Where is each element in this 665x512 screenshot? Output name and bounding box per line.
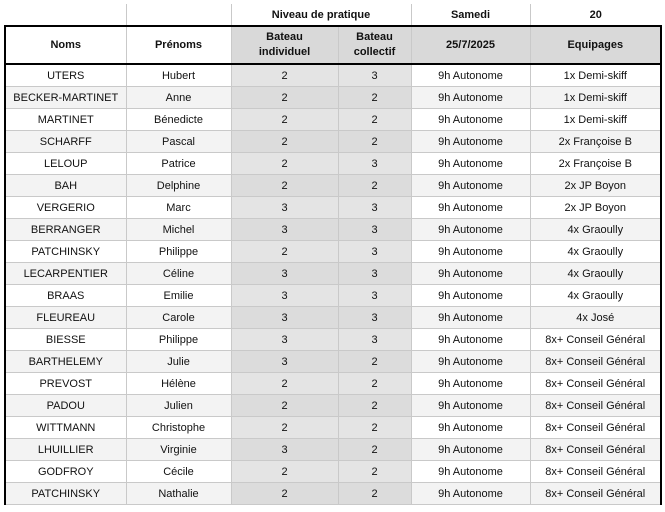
cell-equipage: 8x+ Conseil Général (530, 373, 661, 395)
cell-session: 9h Autonome (411, 285, 530, 307)
cell-nom: SCHARFF (5, 131, 126, 153)
cell-equipage: 8x+ Conseil Général (530, 461, 661, 483)
cell-nom: LHUILLIER (5, 439, 126, 461)
header-date: 25/7/2025 (411, 26, 530, 64)
day-number: 20 (530, 4, 661, 26)
cell-collectif: 2 (338, 131, 411, 153)
cell-individuel: 3 (231, 329, 338, 351)
table-row (5, 241, 661, 263)
cell-equipage: 4x José (530, 307, 661, 329)
header-prenoms: Prénoms (126, 26, 231, 64)
header-bateau-collectif-line2: collectif (353, 46, 396, 58)
cell-prenom: Pascal (126, 131, 231, 153)
cell-session: 9h Autonome (411, 131, 530, 153)
cell-nom: LECARPENTIER (5, 263, 126, 285)
table-row (5, 87, 661, 109)
cell-prenom: Julien (126, 395, 231, 417)
cell-session: 9h Autonome (411, 153, 530, 175)
table-row (5, 109, 661, 131)
cell-equipage: 1x Demi-skiff (530, 109, 661, 131)
cell-collectif: 2 (338, 87, 411, 109)
cell-individuel: 3 (231, 307, 338, 329)
header-bateau-individuel-line2: individuel (258, 46, 311, 58)
cell-collectif: 2 (338, 439, 411, 461)
cell-collectif: 3 (338, 197, 411, 219)
cell-prenom: Julie (126, 351, 231, 373)
cell-individuel: 3 (231, 197, 338, 219)
table-row (5, 439, 661, 461)
blank-cell (5, 4, 126, 26)
cell-individuel: 3 (231, 263, 338, 285)
header-noms: Noms (5, 26, 126, 64)
cell-nom: PREVOST (5, 373, 126, 395)
cell-session: 9h Autonome (411, 64, 530, 87)
cell-individuel: 2 (231, 64, 338, 87)
cell-individuel: 3 (231, 219, 338, 241)
top-header-row (5, 4, 661, 26)
cell-individuel: 2 (231, 483, 338, 505)
cell-nom: PATCHINSKY (5, 241, 126, 263)
cell-collectif: 2 (338, 175, 411, 197)
cell-session: 9h Autonome (411, 395, 530, 417)
cell-collectif: 3 (338, 285, 411, 307)
header-bateau-collectif-line1: Bateau (356, 31, 393, 43)
header-equipages: Equipages (530, 26, 661, 64)
cell-collectif: 2 (338, 351, 411, 373)
cell-collectif: 2 (338, 395, 411, 417)
cell-session: 9h Autonome (411, 307, 530, 329)
header-bateau-individuel-line1: Bateau (266, 31, 303, 43)
blank-cell (126, 4, 231, 26)
day-label: Samedi (411, 4, 530, 26)
table-row (5, 483, 661, 505)
cell-collectif: 2 (338, 109, 411, 131)
cell-collectif: 2 (338, 461, 411, 483)
cell-collectif: 3 (338, 241, 411, 263)
cell-session: 9h Autonome (411, 417, 530, 439)
cell-nom: BRAAS (5, 285, 126, 307)
cell-equipage: 8x+ Conseil Général (530, 395, 661, 417)
cell-prenom: Hubert (126, 64, 231, 87)
cell-session: 9h Autonome (411, 439, 530, 461)
cell-equipage: 4x Graoully (530, 241, 661, 263)
cell-prenom: Carole (126, 307, 231, 329)
cell-nom: UTERS (5, 64, 126, 87)
cell-equipage: 2x JP Boyon (530, 175, 661, 197)
cell-equipage: 8x+ Conseil Général (530, 329, 661, 351)
cell-equipage: 1x Demi-skiff (530, 64, 661, 87)
cell-nom: FLEUREAU (5, 307, 126, 329)
table-row (5, 461, 661, 483)
cell-prenom: Anne (126, 87, 231, 109)
crew-table (4, 4, 662, 505)
cell-session: 9h Autonome (411, 263, 530, 285)
cell-session: 9h Autonome (411, 241, 530, 263)
table-row (5, 197, 661, 219)
cell-collectif: 3 (338, 64, 411, 87)
table-row (5, 373, 661, 395)
cell-nom: PATCHINSKY (5, 483, 126, 505)
table-row (5, 64, 661, 87)
cell-nom: MARTINET (5, 109, 126, 131)
cell-prenom: Philippe (126, 241, 231, 263)
header-bateau-individuel (231, 26, 338, 64)
cell-equipage: 8x+ Conseil Général (530, 351, 661, 373)
cell-nom: VERGERIO (5, 197, 126, 219)
cell-session: 9h Autonome (411, 329, 530, 351)
cell-nom: BECKER-MARTINET (5, 87, 126, 109)
cell-session: 9h Autonome (411, 87, 530, 109)
cell-individuel: 2 (231, 87, 338, 109)
cell-collectif: 3 (338, 329, 411, 351)
cell-session: 9h Autonome (411, 109, 530, 131)
cell-prenom: Céline (126, 263, 231, 285)
table-row (5, 219, 661, 241)
cell-nom: BAH (5, 175, 126, 197)
cell-collectif: 3 (338, 263, 411, 285)
cell-session: 9h Autonome (411, 197, 530, 219)
cell-session: 9h Autonome (411, 373, 530, 395)
cell-individuel: 2 (231, 131, 338, 153)
table-row (5, 351, 661, 373)
column-header-row (5, 26, 661, 64)
cell-individuel: 3 (231, 285, 338, 307)
cell-equipage: 4x Graoully (530, 285, 661, 307)
table-row (5, 131, 661, 153)
cell-nom: PADOU (5, 395, 126, 417)
cell-prenom: Marc (126, 197, 231, 219)
cell-individuel: 2 (231, 175, 338, 197)
cell-prenom: Nathalie (126, 483, 231, 505)
cell-session: 9h Autonome (411, 175, 530, 197)
cell-individuel: 2 (231, 461, 338, 483)
cell-nom: LELOUP (5, 153, 126, 175)
cell-prenom: Virginie (126, 439, 231, 461)
cell-nom: BARTHELEMY (5, 351, 126, 373)
cell-prenom: Emilie (126, 285, 231, 307)
cell-equipage: 4x Graoully (530, 219, 661, 241)
cell-collectif: 2 (338, 483, 411, 505)
cell-prenom: Hélène (126, 373, 231, 395)
cell-collectif: 3 (338, 307, 411, 329)
cell-session: 9h Autonome (411, 351, 530, 373)
cell-individuel: 2 (231, 153, 338, 175)
cell-prenom: Cécile (126, 461, 231, 483)
cell-individuel: 2 (231, 417, 338, 439)
cell-equipage: 2x Françoise B (530, 131, 661, 153)
table-row (5, 175, 661, 197)
practice-level-label: Niveau de pratique (231, 4, 411, 26)
cell-session: 9h Autonome (411, 461, 530, 483)
cell-equipage: 4x Graoully (530, 263, 661, 285)
header-bateau-collectif (338, 26, 411, 64)
table-row (5, 417, 661, 439)
cell-equipage: 8x+ Conseil Général (530, 439, 661, 461)
table-row (5, 395, 661, 417)
cell-equipage: 2x JP Boyon (530, 197, 661, 219)
cell-nom: BIESSE (5, 329, 126, 351)
cell-prenom: Patrice (126, 153, 231, 175)
cell-session: 9h Autonome (411, 219, 530, 241)
table-row (5, 153, 661, 175)
cell-prenom: Christophe (126, 417, 231, 439)
cell-prenom: Philippe (126, 329, 231, 351)
cell-session: 9h Autonome (411, 483, 530, 505)
table-row (5, 263, 661, 285)
cell-equipage: 8x+ Conseil Général (530, 417, 661, 439)
table-row (5, 285, 661, 307)
cell-collectif: 2 (338, 417, 411, 439)
cell-individuel: 2 (231, 109, 338, 131)
cell-prenom: Delphine (126, 175, 231, 197)
cell-individuel: 2 (231, 241, 338, 263)
cell-individuel: 3 (231, 351, 338, 373)
cell-equipage: 2x Françoise B (530, 153, 661, 175)
cell-prenom: Bénedicte (126, 109, 231, 131)
cell-nom: GODFROY (5, 461, 126, 483)
cell-collectif: 3 (338, 219, 411, 241)
table-row (5, 307, 661, 329)
cell-collectif: 3 (338, 153, 411, 175)
table-row (5, 329, 661, 351)
cell-prenom: Michel (126, 219, 231, 241)
cell-nom: BERRANGER (5, 219, 126, 241)
cell-individuel: 2 (231, 373, 338, 395)
cell-individuel: 3 (231, 439, 338, 461)
cell-collectif: 2 (338, 373, 411, 395)
cell-individuel: 2 (231, 395, 338, 417)
cell-equipage: 8x+ Conseil Général (530, 483, 661, 505)
cell-nom: WITTMANN (5, 417, 126, 439)
cell-equipage: 1x Demi-skiff (530, 87, 661, 109)
